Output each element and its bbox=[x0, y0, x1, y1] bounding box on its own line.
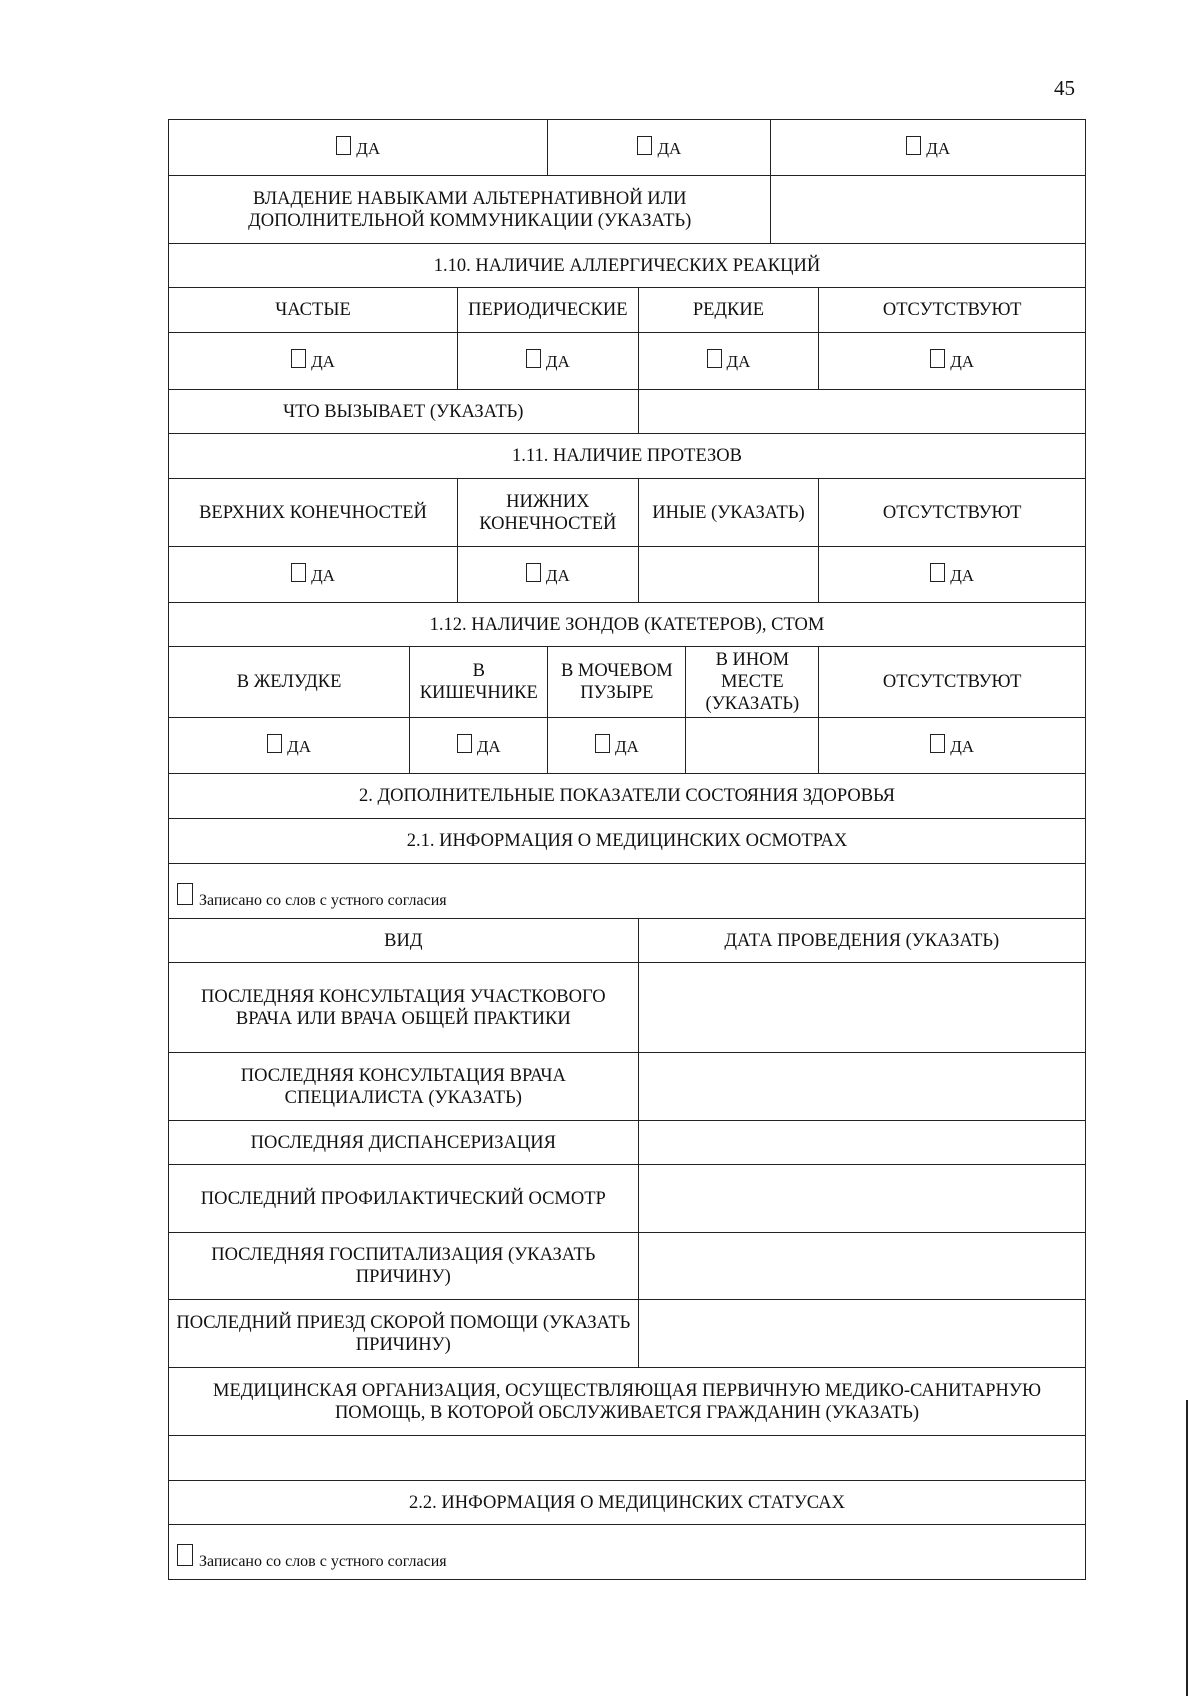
oral-consent-label: Записано со слов с устного согласия bbox=[199, 1553, 447, 1570]
section22-title: 2.2. ИНФОРМАЦИЯ О МЕДИЦИНСКИХ СТАТУСАХ bbox=[169, 1481, 1086, 1525]
checkbox[interactable] bbox=[930, 734, 945, 753]
yes-cell[interactable]: ДА bbox=[548, 120, 771, 176]
allergy-col: РЕДКИЕ bbox=[638, 288, 819, 333]
prosthesis-col: ВЕРХНИХ КОНЕЧНОСТЕЙ bbox=[169, 479, 458, 547]
allergy-cause-value[interactable] bbox=[638, 390, 1085, 434]
table-row bbox=[169, 1053, 1086, 1121]
section21-title: 2.1. ИНФОРМАЦИЯ О МЕДИЦИНСКИХ ОСМОТРАХ bbox=[169, 819, 1086, 864]
table-row bbox=[169, 333, 1086, 390]
checkbox[interactable] bbox=[526, 349, 541, 368]
comm-skills-value[interactable] bbox=[771, 176, 1086, 244]
allergy-title: 1.10. НАЛИЧИЕ АЛЛЕРГИЧЕСКИХ РЕАКЦИЙ bbox=[169, 244, 1086, 288]
checkbox[interactable] bbox=[930, 349, 945, 368]
med-org-label: МЕДИЦИНСКАЯ ОРГАНИЗАЦИЯ, ОСУЩЕСТВЛЯЮЩАЯ ПЕРВИЧНУЮ МЕДИКО-САНИТАРНУЮ ПОМОЩЬ, В КОТОРОЙ ОБСЛУЖИВАЕТСЯ ГРАЖДАНИН (УКАЗАТЬ) bbox=[169, 1368, 1086, 1436]
allergy-col: ОТСУТСТВУЮТ bbox=[819, 288, 1086, 333]
checkbox[interactable] bbox=[707, 349, 722, 368]
checkbox[interactable] bbox=[177, 883, 193, 905]
yes-cell[interactable]: ДА bbox=[819, 333, 1086, 390]
checkbox[interactable] bbox=[930, 563, 945, 582]
table-row bbox=[169, 919, 1086, 963]
prosthesis-other-value[interactable] bbox=[638, 547, 819, 603]
table-row bbox=[169, 718, 1086, 774]
table-row bbox=[169, 547, 1086, 603]
table-row bbox=[169, 647, 1086, 718]
checkbox[interactable] bbox=[595, 734, 610, 753]
comm-skills-label: ВЛАДЕНИЕ НАВЫКАМИ АЛЬТЕРНАТИВНОЙ ИЛИ ДОПОЛНИТЕЛЬНОЙ КОММУНИКАЦИИ (УКАЗАТЬ) bbox=[169, 176, 771, 244]
exam-date-value[interactable] bbox=[638, 1300, 1085, 1368]
exam-type: ПОСЛЕДНЯЯ КОНСУЛЬТАЦИЯ УЧАСТКОВОГО ВРАЧА ИЛИ ВРАЧА ОБЩЕЙ ПРАКТИКИ bbox=[169, 963, 639, 1053]
probes-other-value[interactable] bbox=[686, 718, 819, 774]
exam-date-value[interactable] bbox=[638, 963, 1085, 1053]
page-number: 45 bbox=[1054, 76, 1075, 100]
table-row bbox=[169, 1121, 1086, 1165]
yes-cell[interactable]: ДА bbox=[771, 120, 1086, 176]
table-row bbox=[169, 1300, 1086, 1368]
yes-cell[interactable]: ДА bbox=[548, 718, 686, 774]
med-org-value[interactable] bbox=[169, 1436, 1086, 1481]
checkbox[interactable] bbox=[906, 136, 921, 155]
exam-type: ПОСЛЕДНЯЯ ДИСПАНСЕРИЗАЦИЯ bbox=[169, 1121, 639, 1165]
exam-type: ПОСЛЕДНЯЯ ГОСПИТАЛИЗАЦИЯ (УКАЗАТЬ ПРИЧИНУ) bbox=[169, 1233, 639, 1300]
allergy-cause-label: ЧТО ВЫЗЫВАЕТ (УКАЗАТЬ) bbox=[169, 390, 639, 434]
probes-col: ОТСУТСТВУЮТ bbox=[819, 647, 1086, 718]
scan-edge-line bbox=[1186, 1400, 1188, 1696]
exam-type: ПОСЛЕДНИЙ ПРИЕЗД СКОРОЙ ПОМОЩИ (УКАЗАТЬ ПРИЧИНУ) bbox=[169, 1300, 639, 1368]
yes-cell[interactable]: ДА bbox=[410, 718, 548, 774]
health-form-table bbox=[168, 119, 1086, 1580]
exam-date-value[interactable] bbox=[638, 1233, 1085, 1300]
checkbox[interactable] bbox=[291, 563, 306, 582]
table-row bbox=[169, 390, 1086, 434]
exam-type: ПОСЛЕДНЯЯ КОНСУЛЬТАЦИЯ ВРАЧА СПЕЦИАЛИСТА (УКАЗАТЬ) bbox=[169, 1053, 639, 1121]
prosthesis-col: ИНЫЕ (УКАЗАТЬ) bbox=[638, 479, 819, 547]
prosthesis-col: НИЖНИХ КОНЕЧНОСТЕЙ bbox=[458, 479, 639, 547]
exam-date-value[interactable] bbox=[638, 1053, 1085, 1121]
probes-col: В ИНОМ МЕСТЕ (УКАЗАТЬ) bbox=[686, 647, 819, 718]
exam-date-value[interactable] bbox=[638, 1165, 1085, 1233]
yes-cell[interactable]: ДА bbox=[819, 547, 1086, 603]
table-row bbox=[169, 1233, 1086, 1300]
yes-cell[interactable]: ДА bbox=[458, 333, 639, 390]
prosthesis-title: 1.11. НАЛИЧИЕ ПРОТЕЗОВ bbox=[169, 434, 1086, 479]
section2-title: 2. ДОПОЛНИТЕЛЬНЫЕ ПОКАЗАТЕЛИ СОСТОЯНИЯ ЗДОРОВЬЯ bbox=[169, 774, 1086, 819]
checkbox[interactable] bbox=[267, 734, 282, 753]
checkbox[interactable] bbox=[637, 136, 652, 155]
allergy-col: ЧАСТЫЕ bbox=[169, 288, 458, 333]
checkbox[interactable] bbox=[177, 1544, 193, 1566]
yes-cell[interactable]: ДА bbox=[169, 333, 458, 390]
probes-col: В КИШЕЧНИКЕ bbox=[410, 647, 548, 718]
exam-col-date: ДАТА ПРОВЕДЕНИЯ (УКАЗАТЬ) bbox=[638, 919, 1085, 963]
probes-title: 1.12. НАЛИЧИЕ ЗОНДОВ (КАТЕТЕРОВ), СТОМ bbox=[169, 603, 1086, 647]
probes-col: В МОЧЕВОМ ПУЗЫРЕ bbox=[548, 647, 686, 718]
prosthesis-col: ОТСУТСТВУЮТ bbox=[819, 479, 1086, 547]
table-row bbox=[169, 120, 1086, 176]
exam-col-type: ВИД bbox=[169, 919, 639, 963]
allergy-col: ПЕРИОДИЧЕСКИЕ bbox=[458, 288, 639, 333]
table-row bbox=[169, 176, 1086, 244]
checkbox[interactable] bbox=[336, 136, 351, 155]
oral-consent-label: Записано со слов с устного согласия bbox=[199, 892, 447, 909]
form-document bbox=[168, 119, 1086, 1580]
yes-cell[interactable]: ДА bbox=[638, 333, 819, 390]
exam-date-value[interactable] bbox=[638, 1121, 1085, 1165]
yes-cell[interactable]: ДА bbox=[169, 547, 458, 603]
checkbox[interactable] bbox=[457, 734, 472, 753]
oral-consent-row[interactable] bbox=[169, 1525, 1086, 1580]
checkbox[interactable] bbox=[526, 563, 541, 582]
table-row bbox=[169, 1165, 1086, 1233]
table-row bbox=[169, 963, 1086, 1053]
yes-cell[interactable]: ДА bbox=[458, 547, 639, 603]
yes-cell[interactable]: ДА bbox=[819, 718, 1086, 774]
checkbox[interactable] bbox=[291, 349, 306, 368]
probes-col: В ЖЕЛУДКЕ bbox=[169, 647, 410, 718]
table-row bbox=[169, 288, 1086, 333]
yes-cell[interactable]: ДА bbox=[169, 120, 548, 176]
exam-type: ПОСЛЕДНИЙ ПРОФИЛАКТИЧЕСКИЙ ОСМОТР bbox=[169, 1165, 639, 1233]
table-row bbox=[169, 479, 1086, 547]
yes-cell[interactable]: ДА bbox=[169, 718, 410, 774]
oral-consent-row[interactable] bbox=[169, 864, 1086, 919]
